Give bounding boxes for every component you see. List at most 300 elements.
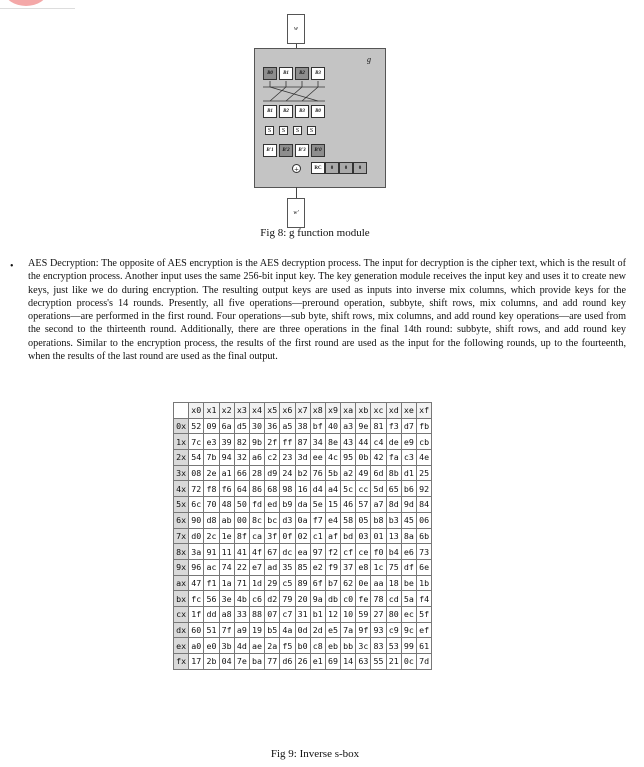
logo-fragment (5, 0, 47, 6)
table-cell: 16 (295, 481, 310, 497)
table-cell: a9 (234, 622, 249, 638)
table-cell: 3e (219, 591, 234, 607)
table-cell: b8 (371, 512, 386, 528)
table-cell: 0f (280, 528, 295, 544)
table-cell: e4 (325, 512, 340, 528)
table-cell: c2 (265, 450, 280, 466)
table-cell: a2 (341, 465, 356, 481)
table-cell: 26 (295, 654, 310, 670)
table-cell: e2 (310, 559, 325, 575)
table-cell: 33 (234, 606, 249, 622)
rc-zero-1: 0 (325, 162, 339, 174)
table-cell: 05 (356, 512, 371, 528)
table-cell: e3 (204, 434, 219, 450)
table-cell: 30 (249, 418, 264, 434)
table-cell: 43 (341, 434, 356, 450)
column-header: xa (341, 403, 356, 419)
table-cell: 1f (189, 606, 204, 622)
table-cell: 2d (310, 622, 325, 638)
table-cell: 1d (249, 575, 264, 591)
rotate-word-lines (263, 81, 327, 105)
table-cell: 22 (234, 559, 249, 575)
table-cell: 5a (401, 591, 416, 607)
table-cell: cb (417, 434, 432, 450)
table-cell: fd (249, 497, 264, 513)
table-cell: dd (204, 606, 219, 622)
column-header-row (174, 403, 432, 419)
table-cell: 17 (189, 654, 204, 670)
table-row (174, 512, 432, 528)
table-cell: 0b (356, 450, 371, 466)
rc-cell: RC (311, 162, 325, 174)
table-cell: 98 (280, 481, 295, 497)
byte-b0: B0 (263, 67, 277, 80)
table-cell: 6b (417, 528, 432, 544)
g-module-label: g (367, 55, 371, 64)
row-header: 4x (174, 481, 189, 497)
table-row (174, 591, 432, 607)
table-cell: 7e (234, 654, 249, 670)
table-cell: 78 (371, 591, 386, 607)
table-cell: f9 (325, 559, 340, 575)
table-cell: db (325, 591, 340, 607)
table-cell: 03 (356, 528, 371, 544)
bullet-marker: • (10, 261, 14, 272)
table-cell: 10 (341, 606, 356, 622)
table-cell: a4 (325, 481, 340, 497)
table-cell: 6d (371, 465, 386, 481)
table-cell: d8 (204, 512, 219, 528)
output-word-label: w' (293, 210, 299, 216)
table-row (174, 465, 432, 481)
table-row (174, 450, 432, 466)
table-cell: e5 (325, 622, 340, 638)
table-cell: 44 (356, 434, 371, 450)
table-cell: 9e (356, 418, 371, 434)
table-cell: 1b (417, 575, 432, 591)
table-cell: e0 (204, 638, 219, 654)
table-cell: ee (310, 450, 325, 466)
table-cell: 99 (401, 638, 416, 654)
table-cell: f3 (386, 418, 401, 434)
table-cell: cd (386, 591, 401, 607)
table-cell: 89 (295, 575, 310, 591)
table-cell: 02 (295, 528, 310, 544)
column-header: x8 (310, 403, 325, 419)
table-cell: 8d (386, 497, 401, 513)
table-cell: 85 (295, 559, 310, 575)
table-cell: c7 (280, 606, 295, 622)
sbox-2: S (279, 126, 288, 135)
table-cell: 3c (356, 638, 371, 654)
table-cell: c9 (386, 622, 401, 638)
sbox-3: S (293, 126, 302, 135)
row-header: ax (174, 575, 189, 591)
table-cell: cf (341, 544, 356, 560)
table-cell: 58 (341, 512, 356, 528)
table-cell: a8 (219, 606, 234, 622)
table-cell: 8f (234, 528, 249, 544)
row-header: 1x (174, 434, 189, 450)
table-cell: 82 (234, 434, 249, 450)
input-bytes-row (263, 67, 327, 80)
table-cell: 11 (219, 544, 234, 560)
table-cell: 88 (249, 606, 264, 622)
table-cell: 5f (417, 606, 432, 622)
column-header: xf (417, 403, 432, 419)
table-cell: 35 (280, 559, 295, 575)
table-cell: a3 (341, 418, 356, 434)
table-cell: c0 (341, 591, 356, 607)
row-header: 6x (174, 512, 189, 528)
table-cell: b6 (401, 481, 416, 497)
row-header: 2x (174, 450, 189, 466)
rot-byte-b2: B2 (279, 105, 293, 118)
table-cell: 39 (219, 434, 234, 450)
table-row (174, 654, 432, 670)
sub-byte-b2: B'2 (279, 144, 293, 157)
table-cell: 7b (204, 450, 219, 466)
table-cell: 50 (234, 497, 249, 513)
table-cell: b4 (386, 544, 401, 560)
table-cell: a7 (371, 497, 386, 513)
table-cell: ff (280, 434, 295, 450)
table-cell: 66 (234, 465, 249, 481)
table-cell: 81 (371, 418, 386, 434)
table-cell: 3b (219, 638, 234, 654)
column-header: x9 (325, 403, 340, 419)
sbox-4: S (307, 126, 316, 135)
table-cell: ae (249, 638, 264, 654)
table-cell: 84 (417, 497, 432, 513)
table-cell: 36 (265, 418, 280, 434)
table-cell: 9f (356, 622, 371, 638)
table-cell: f8 (204, 481, 219, 497)
sbox-row (263, 126, 319, 135)
table-cell: 38 (295, 418, 310, 434)
table-cell: 54 (189, 450, 204, 466)
table-cell: 1c (371, 559, 386, 575)
table-cell: 21 (386, 654, 401, 670)
rot-byte-b3: B3 (295, 105, 309, 118)
table-cell: 9d (401, 497, 416, 513)
table-cell: 4c (325, 450, 340, 466)
table-cell: fe (356, 591, 371, 607)
byte-b3: B3 (311, 67, 325, 80)
table-cell: 87 (295, 434, 310, 450)
table-cell: ad (265, 559, 280, 575)
table-cell: 60 (189, 622, 204, 638)
table-cell: 93 (371, 622, 386, 638)
table-cell: 5d (371, 481, 386, 497)
sub-byte-b1: B'1 (263, 144, 277, 157)
table-cell: d3 (280, 512, 295, 528)
table-cell: 94 (219, 450, 234, 466)
table-cell: 69 (325, 654, 340, 670)
column-header: x7 (295, 403, 310, 419)
table-cell: 9b (249, 434, 264, 450)
table-cell: fa (386, 450, 401, 466)
column-header: x2 (219, 403, 234, 419)
table-cell: 0a (295, 512, 310, 528)
table-cell: 4f (249, 544, 264, 560)
table-cell: fb (417, 418, 432, 434)
table-cell: a0 (189, 638, 204, 654)
table-cell: 74 (219, 559, 234, 575)
table-cell: a5 (280, 418, 295, 434)
table-row (174, 481, 432, 497)
table-row (174, 434, 432, 450)
table-cell: 25 (417, 465, 432, 481)
table-cell: cc (356, 481, 371, 497)
table-cell: 2c (204, 528, 219, 544)
table-cell: 47 (189, 575, 204, 591)
table-cell: c5 (280, 575, 295, 591)
table-cell: d0 (189, 528, 204, 544)
table-cell: 07 (265, 606, 280, 622)
table-cell: 6a (219, 418, 234, 434)
table-cell: 96 (189, 559, 204, 575)
table-cell: 08 (189, 465, 204, 481)
table-cell: ac (204, 559, 219, 575)
table-cell: 00 (234, 512, 249, 528)
table-cell: 56 (204, 591, 219, 607)
table-row (174, 528, 432, 544)
table-cell: 8c (249, 512, 264, 528)
table-cell: e9 (401, 434, 416, 450)
table-cell: 64 (234, 481, 249, 497)
byte-b1: B1 (279, 67, 293, 80)
table-cell: f1 (204, 575, 219, 591)
table-cell: 77 (265, 654, 280, 670)
rotated-bytes-row (263, 105, 327, 118)
table-cell: bd (341, 528, 356, 544)
table-cell: f6 (219, 481, 234, 497)
column-header: x5 (265, 403, 280, 419)
table-cell: 8b (386, 465, 401, 481)
table-cell: bb (341, 638, 356, 654)
rc-zero-3: 0 (353, 162, 367, 174)
table-cell: 27 (371, 606, 386, 622)
table-cell: ce (356, 544, 371, 560)
table-cell: 2a (265, 638, 280, 654)
table-cell: f7 (310, 512, 325, 528)
table-cell: 15 (325, 497, 340, 513)
row-header: ex (174, 638, 189, 654)
table-cell: 5e (310, 497, 325, 513)
table-cell: 06 (417, 512, 432, 528)
table-cell: 71 (234, 575, 249, 591)
table-cell: 14 (341, 654, 356, 670)
table-cell: b1 (310, 606, 325, 622)
table-cell: d9 (265, 465, 280, 481)
table-cell: b2 (295, 465, 310, 481)
table-row (174, 418, 432, 434)
column-header: x6 (280, 403, 295, 419)
column-header: xb (356, 403, 371, 419)
table-cell: 97 (310, 544, 325, 560)
table-cell: 32 (234, 450, 249, 466)
table-cell: 6e (417, 559, 432, 575)
table-cell: c3 (401, 450, 416, 466)
table-cell: 79 (280, 591, 295, 607)
figure8-caption: Fig 8: g function module (260, 227, 370, 239)
table-cell: 70 (204, 497, 219, 513)
header-decoration (0, 0, 75, 9)
table-cell: 2e (204, 465, 219, 481)
table-cell: 7d (417, 654, 432, 670)
table-cell: 01 (371, 528, 386, 544)
table-cell: 7a (341, 622, 356, 638)
table-cell: 4b (234, 591, 249, 607)
row-header: 3x (174, 465, 189, 481)
column-header: xe (401, 403, 416, 419)
table-cell: 0c (401, 654, 416, 670)
table-cell: be (401, 575, 416, 591)
column-header: xd (386, 403, 401, 419)
table-cell: ba (249, 654, 264, 670)
table-cell: 86 (249, 481, 264, 497)
table-cell: 31 (295, 606, 310, 622)
table-cell: e6 (401, 544, 416, 560)
table-cell: 3f (265, 528, 280, 544)
table-cell: 8e (325, 434, 340, 450)
column-header: x4 (249, 403, 264, 419)
rc-zero-2: 0 (339, 162, 353, 174)
table-cell: 61 (417, 638, 432, 654)
table-cell: ec (401, 606, 416, 622)
table-cell: 4e (417, 450, 432, 466)
table-cell: 9c (401, 622, 416, 638)
table-cell: b0 (295, 638, 310, 654)
row-header: 0x (174, 418, 189, 434)
table-cell: 57 (356, 497, 371, 513)
table-cell: 55 (371, 654, 386, 670)
table-cell: 23 (280, 450, 295, 466)
table-cell: 7f (219, 622, 234, 638)
table-cell: 37 (341, 559, 356, 575)
table-cell: c6 (249, 591, 264, 607)
table-row (174, 622, 432, 638)
table-cell: c1 (310, 528, 325, 544)
table-cell: d6 (280, 654, 295, 670)
table-cell: 59 (356, 606, 371, 622)
table-cell: 8a (401, 528, 416, 544)
row-header: 9x (174, 559, 189, 575)
table-cell: 1a (219, 575, 234, 591)
table-cell: bc (265, 512, 280, 528)
table-cell: 34 (310, 434, 325, 450)
table-cell: 42 (371, 450, 386, 466)
table-cell: ea (295, 544, 310, 560)
table-cell: f0 (371, 544, 386, 560)
table-cell: fc (189, 591, 204, 607)
table-cell: 90 (189, 512, 204, 528)
column-header: x3 (234, 403, 249, 419)
table-cell: de (386, 434, 401, 450)
row-header: dx (174, 622, 189, 638)
table-cell: e8 (356, 559, 371, 575)
table-cell: f4 (417, 591, 432, 607)
table-cell: b5 (265, 622, 280, 638)
table-cell: 1e (219, 528, 234, 544)
table-cell: 20 (295, 591, 310, 607)
table-cell: 51 (204, 622, 219, 638)
round-constant-row (311, 162, 367, 174)
table-cell: 4a (280, 622, 295, 638)
table-cell: 80 (386, 606, 401, 622)
table-cell: ed (265, 497, 280, 513)
table-cell: 13 (386, 528, 401, 544)
table-cell: dc (280, 544, 295, 560)
rot-byte-b0: B0 (311, 105, 325, 118)
table-cell: 63 (356, 654, 371, 670)
table-cell: 75 (386, 559, 401, 575)
table-row (174, 638, 432, 654)
table-cell: 04 (219, 654, 234, 670)
sub-byte-b3: B'3 (295, 144, 309, 157)
table-cell: d5 (234, 418, 249, 434)
table-cell: 49 (356, 465, 371, 481)
table-row (174, 544, 432, 560)
table-cell: 5b (325, 465, 340, 481)
sbox-1: S (265, 126, 274, 135)
table-cell: 72 (189, 481, 204, 497)
table-cell: 9a (310, 591, 325, 607)
table-cell: 53 (386, 638, 401, 654)
table-cell: 3a (189, 544, 204, 560)
table-cell: 5c (341, 481, 356, 497)
inverse-sbox-body (174, 418, 432, 669)
row-header: cx (174, 606, 189, 622)
table-cell: 52 (189, 418, 204, 434)
table-cell: f2 (325, 544, 340, 560)
table-cell: 3d (295, 450, 310, 466)
table-cell: 95 (341, 450, 356, 466)
table-cell: 6c (189, 497, 204, 513)
table-cell: e1 (310, 654, 325, 670)
table-cell: 19 (249, 622, 264, 638)
table-cell: 40 (325, 418, 340, 434)
table-cell: ca (249, 528, 264, 544)
table-cell: 62 (341, 575, 356, 591)
table-cell: df (401, 559, 416, 575)
substituted-bytes-row (263, 144, 327, 157)
table-cell: 29 (265, 575, 280, 591)
table-cell: 24 (280, 465, 295, 481)
table-cell: ab (219, 512, 234, 528)
table-cell: e7 (249, 559, 264, 575)
input-word-box (287, 14, 305, 44)
table-cell: 91 (204, 544, 219, 560)
sub-byte-b0: B'0 (311, 144, 325, 157)
row-header: 7x (174, 528, 189, 544)
row-header: fx (174, 654, 189, 670)
table-cell: 46 (341, 497, 356, 513)
table-row (174, 497, 432, 513)
table-cell: eb (325, 638, 340, 654)
table-cell: f5 (280, 638, 295, 654)
row-header: 5x (174, 497, 189, 513)
g-module-box (254, 48, 386, 188)
table-cell: 67 (265, 544, 280, 560)
byte-b2: B2 (295, 67, 309, 80)
aes-decryption-paragraph: AES Decryption: The opposite of AES encryption is the AES decryption process. The input for decryption is the cipher text, which is the result of the encryption process. Another input uses the same 256-bit input key. The key generation module receives the input key and uses it to create new keys, just like we do during encryption. The resulting output keys are used as inputs into inverse mix columns, which provide keys for the decryption process's 14 rounds. Presently, all five operations—preround operation, subbyte, shift rows, mix columns, and add round key operations—are performed in the first round. Four operations—sub byte, shift rows, mix columns, and add round key operations—are used from the second to the thirteenth round. Additionally, there are three operations in the final 14th round: subbyte, shift rows, and add round key operations. Similar to the encryption process, the results of the first round are used as the input for the following rounds, up to the fourteenth, when the results of the last round are used as the final output. (28, 258, 626, 363)
table-cell: 45 (401, 512, 416, 528)
table-cell: 18 (386, 575, 401, 591)
table-cell: 12 (325, 606, 340, 622)
table-cell: b3 (386, 512, 401, 528)
